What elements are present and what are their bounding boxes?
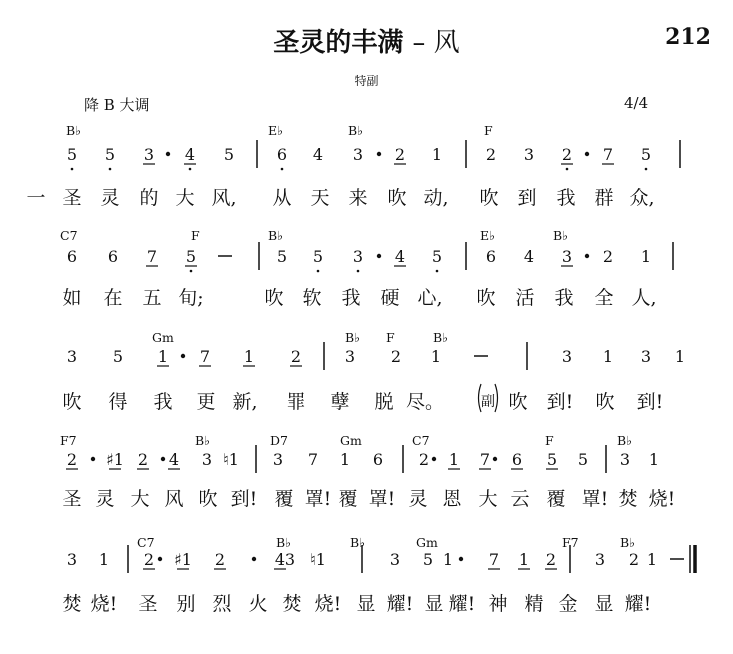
note: 3 [561, 347, 573, 366]
chord-label: C7 [137, 535, 155, 550]
octave-dot [645, 168, 648, 171]
lyric: 火 [248, 593, 268, 615]
lyric: 更 [196, 391, 216, 413]
octave-dot [566, 168, 569, 171]
lyric: 我 [341, 287, 361, 309]
note: 2 [143, 550, 155, 569]
note: 2 [561, 145, 573, 164]
note: 1 [430, 347, 442, 366]
subtitle: 特副 [354, 74, 379, 88]
lyric: 焚 [282, 593, 302, 615]
lyric: 别 [176, 593, 196, 615]
hymn-title-suffix: – 风 [412, 28, 460, 58]
note: 5 [276, 247, 288, 266]
lyric: 精 [524, 593, 544, 615]
lyric: 风 [164, 488, 184, 510]
dot-note [181, 354, 185, 358]
note: 5 [422, 550, 434, 569]
dot-note [459, 557, 463, 561]
note: 5 [66, 145, 78, 164]
lyric: 恩 [442, 488, 462, 510]
lyric: 圣 [138, 593, 158, 615]
lyric: 灵 [100, 187, 120, 209]
note: 5 [640, 145, 652, 164]
lyric: 硬 [380, 287, 400, 309]
note: 5 [223, 145, 235, 164]
lyric: 新, [232, 391, 258, 413]
hymn-number: 212 [665, 24, 711, 50]
lyric: 罩! [304, 488, 332, 510]
note: 6 [276, 145, 288, 164]
lyric: 我 [556, 187, 576, 209]
lyric: 大 [478, 488, 498, 510]
octave-dot [436, 270, 439, 273]
note: 3 [344, 347, 356, 366]
chord-label: Gm [152, 330, 174, 345]
note: 5 [185, 247, 197, 266]
chord-label: F [545, 433, 554, 448]
octave-dot [190, 270, 193, 273]
lyric: 烧! [314, 593, 342, 615]
refrain-bracket-right [495, 384, 498, 412]
note: ♮1 [310, 550, 326, 569]
note: 3 [66, 347, 78, 366]
note: 6 [66, 247, 78, 266]
hymn-title-main: 圣灵的丰满 [273, 28, 404, 58]
note: 3 [272, 450, 284, 469]
lyric: 全 [594, 287, 614, 309]
lyric: 罪 [286, 391, 306, 413]
lyric: 烧! [90, 593, 118, 615]
note: 4 [312, 145, 324, 164]
note: 2 [485, 145, 497, 164]
chord-label: F7 [562, 535, 579, 550]
chord-label: B♭ [268, 228, 284, 243]
octave-dot [357, 270, 360, 273]
note: 1 [243, 347, 255, 366]
lyric: 灵 [408, 488, 428, 510]
lyric: 大 [175, 187, 195, 209]
dot-note [91, 457, 95, 461]
note: 3 [352, 145, 364, 164]
chord-label: F7 [60, 433, 77, 448]
dot-note [585, 254, 589, 258]
lyric: 到! [230, 488, 258, 510]
note: 3 [66, 550, 78, 569]
octave-dot [317, 270, 320, 273]
note: 6 [372, 450, 384, 469]
note: 5 [312, 247, 324, 266]
lyric: 显 [356, 593, 376, 615]
lyric: 软 [302, 287, 322, 309]
note: 3 [352, 247, 364, 266]
note: 5 [546, 450, 558, 469]
dot-note [158, 557, 162, 561]
note: 1 [442, 550, 454, 569]
lyric: 耀! [448, 593, 476, 615]
lyric: 众, [629, 187, 655, 209]
note: 4 [184, 145, 196, 164]
note: 1 [518, 550, 530, 569]
chord-label: B♭ [195, 433, 211, 448]
note: 1 [646, 550, 658, 569]
chord-label: C7 [60, 228, 78, 243]
lyric: 吹 [595, 391, 615, 413]
note: 7 [146, 247, 158, 266]
note: 1 [674, 347, 686, 366]
note: 5 [112, 347, 124, 366]
lyric: 心, [417, 287, 443, 309]
chord-label: B♭ [553, 228, 569, 243]
note: 3 [143, 145, 155, 164]
note: 3 [523, 145, 535, 164]
lyric: 五 [142, 287, 162, 309]
note: 7 [307, 450, 319, 469]
lyric: 圣 [62, 187, 82, 209]
lyric: 烈 [212, 593, 232, 615]
dot-note [166, 152, 170, 156]
note: 1 [448, 450, 460, 469]
chord-label: D7 [270, 433, 288, 448]
chord-label: B♭ [433, 330, 449, 345]
lyric: 风, [211, 187, 237, 209]
lyric: 我 [554, 287, 574, 309]
key-signature: 降 B 大调 [84, 96, 150, 114]
lyric: 吹 [508, 391, 528, 413]
octave-dot [189, 168, 192, 171]
note: 2 [390, 347, 402, 366]
lyric: 吹 [387, 187, 407, 209]
chord-label: B♭ [348, 123, 364, 138]
lyric: 显 [594, 593, 614, 615]
lyric: 吹 [264, 287, 284, 309]
note: 2 [628, 550, 640, 569]
note: 3 [284, 550, 296, 569]
note: ♯1 [106, 450, 124, 469]
note: 5 [577, 450, 589, 469]
lyric: 神 [488, 593, 508, 615]
lyric: 吹 [479, 187, 499, 209]
lyric: 到 [517, 187, 537, 209]
note: 4 [394, 247, 406, 266]
note: 1 [98, 550, 110, 569]
chord-label: Gm [340, 433, 362, 448]
lyric: 动, [423, 187, 449, 209]
note: 2 [214, 550, 226, 569]
note: 2 [394, 145, 406, 164]
chord-label: B♭ [620, 535, 636, 550]
lyric: 吹 [62, 391, 82, 413]
note: 3 [201, 450, 213, 469]
note: 4 [168, 450, 180, 469]
lyric: 得 [108, 391, 128, 413]
note: 2 [545, 550, 557, 569]
chord-label: B♭ [345, 330, 361, 345]
lyric: 罩! [368, 488, 396, 510]
chord-label: F [386, 330, 395, 345]
octave-dot [71, 168, 74, 171]
chord-label: F [484, 123, 493, 138]
chord-label: C7 [412, 433, 430, 448]
note: 5 [104, 145, 116, 164]
lyric: 烧! [648, 488, 676, 510]
note: 3 [389, 550, 401, 569]
time-signature: 4/4 [624, 94, 649, 112]
chord-label: F [191, 228, 200, 243]
note: 4 [274, 550, 286, 569]
lyric: 如 [62, 287, 82, 309]
note: 1 [431, 145, 443, 164]
lyric: 耀! [386, 593, 414, 615]
note: 5 [431, 247, 443, 266]
note: 2 [602, 247, 614, 266]
chord-label: B♭ [617, 433, 633, 448]
dot-note [377, 254, 381, 258]
note: 4 [523, 247, 535, 266]
octave-dot [281, 168, 284, 171]
chord-label: B♭ [66, 123, 82, 138]
note: 1 [157, 347, 169, 366]
lyric: 吹 [476, 287, 496, 309]
score-body [26, 123, 695, 615]
lyric: 旬; [178, 287, 204, 309]
chord-label: Gm [416, 535, 438, 550]
lyric: 在 [103, 287, 123, 309]
note: 6 [107, 247, 119, 266]
dot-note [377, 152, 381, 156]
note: 1 [339, 450, 351, 469]
chord-label: E♭ [268, 123, 284, 138]
note: 6 [511, 450, 523, 469]
lyric: 灵 [95, 488, 115, 510]
lyric: 一 [26, 187, 46, 209]
lyric: 脱 [374, 391, 394, 413]
octave-dot [109, 168, 112, 171]
note: 2 [290, 347, 302, 366]
lyric: 尽。 [405, 391, 445, 413]
lyric: 圣 [62, 488, 82, 510]
lyric: 覆 [338, 488, 358, 510]
lyric: 活 [515, 287, 535, 309]
lyric: 孽 [330, 391, 350, 413]
note: 3 [640, 347, 652, 366]
note: 7 [602, 145, 614, 164]
lyric: 群 [594, 187, 614, 209]
dot-note [493, 457, 497, 461]
lyric: 从 [272, 187, 292, 209]
note: 3 [594, 550, 606, 569]
lyric: 到! [636, 391, 664, 413]
lyric: 焚 [618, 488, 638, 510]
note: 2 [418, 450, 430, 469]
lyric: 云 [510, 488, 530, 510]
note: 2 [66, 450, 78, 469]
dot-note [585, 152, 589, 156]
note: 3 [561, 247, 573, 266]
lyric: 金 [558, 593, 578, 615]
lyric: 覆 [274, 488, 294, 510]
lyric: 覆 [546, 488, 566, 510]
note: 7 [488, 550, 500, 569]
refrain-marker: 副 [481, 394, 495, 410]
note: 1 [640, 247, 652, 266]
note: ♮1 [223, 450, 239, 469]
chord-label: B♭ [276, 535, 292, 550]
lyric: 罩! [581, 488, 609, 510]
note: 1 [602, 347, 614, 366]
note: 3 [619, 450, 631, 469]
dot-note [161, 457, 165, 461]
note: 6 [485, 247, 497, 266]
lyric: 大 [130, 488, 150, 510]
chord-label: E♭ [480, 228, 496, 243]
dot-note [252, 557, 256, 561]
note: 7 [199, 347, 211, 366]
lyric: 吹 [198, 488, 218, 510]
lyric: 耀! [624, 593, 652, 615]
note: ♯1 [174, 550, 192, 569]
lyric: 天 [310, 187, 330, 209]
lyric: 来 [348, 187, 368, 209]
chord-label: B♭ [350, 535, 366, 550]
lyric: 人, [631, 287, 657, 309]
lyric: 焚 [62, 593, 82, 615]
note: 2 [137, 450, 149, 469]
lyric: 我 [153, 391, 173, 413]
lyric: 的 [139, 187, 159, 209]
note: 7 [479, 450, 491, 469]
dot-note [432, 457, 436, 461]
lyric: 显 [424, 593, 444, 615]
lyric: 到! [546, 391, 574, 413]
note: 1 [648, 450, 660, 469]
